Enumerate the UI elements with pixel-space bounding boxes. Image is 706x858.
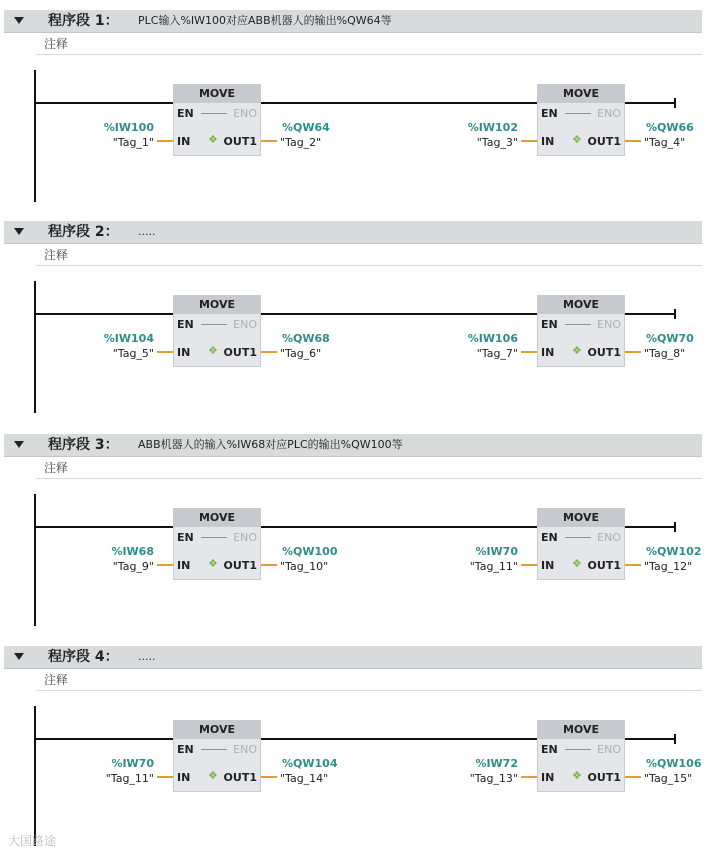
pin-in: IN xyxy=(541,135,555,148)
out-address[interactable]: %QW106 xyxy=(646,757,702,770)
en-eno-line xyxy=(565,113,591,114)
collapse-triangle-icon[interactable] xyxy=(14,17,24,24)
en-eno-line xyxy=(565,324,591,325)
pin-out1: OUT1 xyxy=(587,771,621,784)
out-address[interactable]: %QW100 xyxy=(282,545,338,558)
in-address[interactable]: %IW68 xyxy=(111,545,154,558)
watermark: 大国路途 xyxy=(8,834,57,848)
pin-eno: ENO xyxy=(233,318,257,331)
pin-en: EN xyxy=(177,743,194,756)
rung-end xyxy=(674,522,676,532)
in-address[interactable]: %IW102 xyxy=(467,121,518,134)
in-wire xyxy=(157,564,173,566)
power-rail xyxy=(34,494,36,626)
in-tag[interactable]: "Tag_9" xyxy=(112,560,154,573)
move-block[interactable] xyxy=(173,295,261,367)
pin-en: EN xyxy=(177,107,194,120)
collapse-triangle-icon[interactable] xyxy=(14,441,24,448)
out-tag[interactable]: "Tag_10" xyxy=(280,560,329,573)
in-tag[interactable]: "Tag_13" xyxy=(469,772,518,785)
network-description: ..... xyxy=(138,650,156,663)
network-description: PLC输入%IW100对应ABB机器人的输出%QW64等 xyxy=(138,14,392,27)
power-rail xyxy=(34,706,36,846)
network-2 xyxy=(0,221,706,433)
out-wire xyxy=(261,564,277,566)
move-arrow-icon: ❖ xyxy=(572,769,582,782)
out-tag[interactable]: "Tag_6" xyxy=(280,347,322,360)
block-title: MOVE xyxy=(538,296,624,314)
out-wire xyxy=(625,140,641,142)
out-wire xyxy=(625,564,641,566)
network-1 xyxy=(0,10,706,222)
network-header[interactable] xyxy=(4,646,702,669)
pin-out1: OUT1 xyxy=(223,346,257,359)
comment-label: 注释 xyxy=(44,37,69,51)
out-tag[interactable]: "Tag_2" xyxy=(280,136,322,149)
pin-eno: ENO xyxy=(233,743,257,756)
out-address[interactable]: %QW64 xyxy=(282,121,330,134)
out-tag[interactable]: "Tag_8" xyxy=(644,347,686,360)
en-eno-line xyxy=(201,537,227,538)
collapse-triangle-icon[interactable] xyxy=(14,228,24,235)
pin-in: IN xyxy=(177,559,191,572)
in-address[interactable]: %IW106 xyxy=(467,332,518,345)
network-header[interactable] xyxy=(4,221,702,244)
move-block[interactable] xyxy=(173,84,261,156)
move-arrow-icon: ❖ xyxy=(572,344,582,357)
rung-end xyxy=(674,734,676,744)
network-title: 程序段 3： xyxy=(48,437,119,453)
out-tag[interactable]: "Tag_4" xyxy=(644,136,686,149)
move-arrow-icon: ❖ xyxy=(572,557,582,570)
out-address[interactable]: %QW66 xyxy=(646,121,694,134)
block-title: MOVE xyxy=(174,85,260,103)
in-address[interactable]: %IW100 xyxy=(103,121,154,134)
out-tag[interactable]: "Tag_14" xyxy=(280,772,329,785)
move-arrow-icon: ❖ xyxy=(208,557,218,570)
move-arrow-icon: ❖ xyxy=(208,344,218,357)
comment-field[interactable] xyxy=(36,34,702,55)
move-arrow-icon: ❖ xyxy=(208,133,218,146)
collapse-triangle-icon[interactable] xyxy=(14,653,24,660)
pin-eno: ENO xyxy=(597,531,621,544)
in-tag[interactable]: "Tag_5" xyxy=(112,347,154,360)
move-block[interactable] xyxy=(537,84,625,156)
pin-out1: OUT1 xyxy=(223,771,257,784)
in-tag[interactable]: "Tag_3" xyxy=(476,136,518,149)
block-title: MOVE xyxy=(538,509,624,527)
out-wire xyxy=(625,776,641,778)
in-address[interactable]: %IW70 xyxy=(111,757,154,770)
in-tag[interactable]: "Tag_1" xyxy=(112,136,154,149)
network-title: 程序段 4： xyxy=(48,649,119,665)
network-header[interactable] xyxy=(4,10,702,33)
pin-eno: ENO xyxy=(233,531,257,544)
in-address[interactable]: %IW104 xyxy=(103,332,154,345)
out-address[interactable]: %QW70 xyxy=(646,332,694,345)
pin-out1: OUT1 xyxy=(223,559,257,572)
rung-end xyxy=(674,309,676,319)
network-header[interactable] xyxy=(4,434,702,457)
en-eno-line xyxy=(201,113,227,114)
out-wire xyxy=(261,776,277,778)
block-title: MOVE xyxy=(538,721,624,739)
en-eno-line xyxy=(201,324,227,325)
network-description: ABB机器人的输入%IW68对应PLC的输出%QW100等 xyxy=(138,438,403,451)
en-eno-line xyxy=(201,749,227,750)
pin-out1: OUT1 xyxy=(587,559,621,572)
block-title: MOVE xyxy=(174,296,260,314)
pin-en: EN xyxy=(177,531,194,544)
in-wire xyxy=(157,140,173,142)
out-wire xyxy=(261,140,277,142)
comment-label: 注释 xyxy=(44,248,69,262)
pin-eno: ENO xyxy=(597,107,621,120)
pin-in: IN xyxy=(541,346,555,359)
out-address[interactable]: %QW68 xyxy=(282,332,330,345)
in-address[interactable]: %IW70 xyxy=(475,545,518,558)
network-title: 程序段 2： xyxy=(48,224,119,240)
network-4 xyxy=(0,646,706,858)
move-block[interactable] xyxy=(537,720,625,792)
in-wire xyxy=(521,140,537,142)
pin-en: EN xyxy=(177,318,194,331)
in-wire xyxy=(521,564,537,566)
pin-eno: ENO xyxy=(233,107,257,120)
in-wire xyxy=(521,776,537,778)
out-wire xyxy=(625,351,641,353)
pin-in: IN xyxy=(177,346,191,359)
out-wire xyxy=(261,351,277,353)
move-arrow-icon: ❖ xyxy=(208,769,218,782)
comment-label: 注释 xyxy=(44,673,69,687)
pin-eno: ENO xyxy=(597,318,621,331)
pin-en: EN xyxy=(541,107,558,120)
out-address[interactable]: %QW104 xyxy=(282,757,338,770)
network-3 xyxy=(0,434,706,646)
move-block[interactable] xyxy=(173,508,261,580)
pin-out1: OUT1 xyxy=(587,346,621,359)
power-rail xyxy=(34,281,36,413)
pin-en: EN xyxy=(541,743,558,756)
network-title: 程序段 1： xyxy=(48,13,119,29)
in-address[interactable]: %IW72 xyxy=(475,757,518,770)
pin-eno: ENO xyxy=(597,743,621,756)
network-description: ..... xyxy=(138,225,156,238)
in-tag[interactable]: "Tag_11" xyxy=(469,560,518,573)
out-address[interactable]: %QW102 xyxy=(646,545,702,558)
en-eno-line xyxy=(565,537,591,538)
pin-out1: OUT1 xyxy=(587,135,621,148)
out-tag[interactable]: "Tag_12" xyxy=(644,560,693,573)
in-tag[interactable]: "Tag_11" xyxy=(105,772,154,785)
en-eno-line xyxy=(565,749,591,750)
pin-in: IN xyxy=(177,135,191,148)
rung-end xyxy=(674,98,676,108)
move-arrow-icon: ❖ xyxy=(572,133,582,146)
comment-label: 注释 xyxy=(44,461,69,475)
block-title: MOVE xyxy=(174,721,260,739)
pin-en: EN xyxy=(541,531,558,544)
pin-in: IN xyxy=(541,771,555,784)
comment-field[interactable] xyxy=(36,245,702,266)
pin-out1: OUT1 xyxy=(223,135,257,148)
comment-field[interactable] xyxy=(36,670,702,691)
in-wire xyxy=(521,351,537,353)
comment-field[interactable] xyxy=(36,458,702,479)
pin-in: IN xyxy=(541,559,555,572)
power-rail xyxy=(34,70,36,202)
out-tag[interactable]: "Tag_15" xyxy=(644,772,693,785)
move-block[interactable] xyxy=(537,295,625,367)
in-tag[interactable]: "Tag_7" xyxy=(476,347,518,360)
move-block[interactable] xyxy=(173,720,261,792)
pin-en: EN xyxy=(541,318,558,331)
block-title: MOVE xyxy=(538,85,624,103)
block-title: MOVE xyxy=(174,509,260,527)
in-wire xyxy=(157,351,173,353)
move-block[interactable] xyxy=(537,508,625,580)
pin-in: IN xyxy=(177,771,191,784)
in-wire xyxy=(157,776,173,778)
